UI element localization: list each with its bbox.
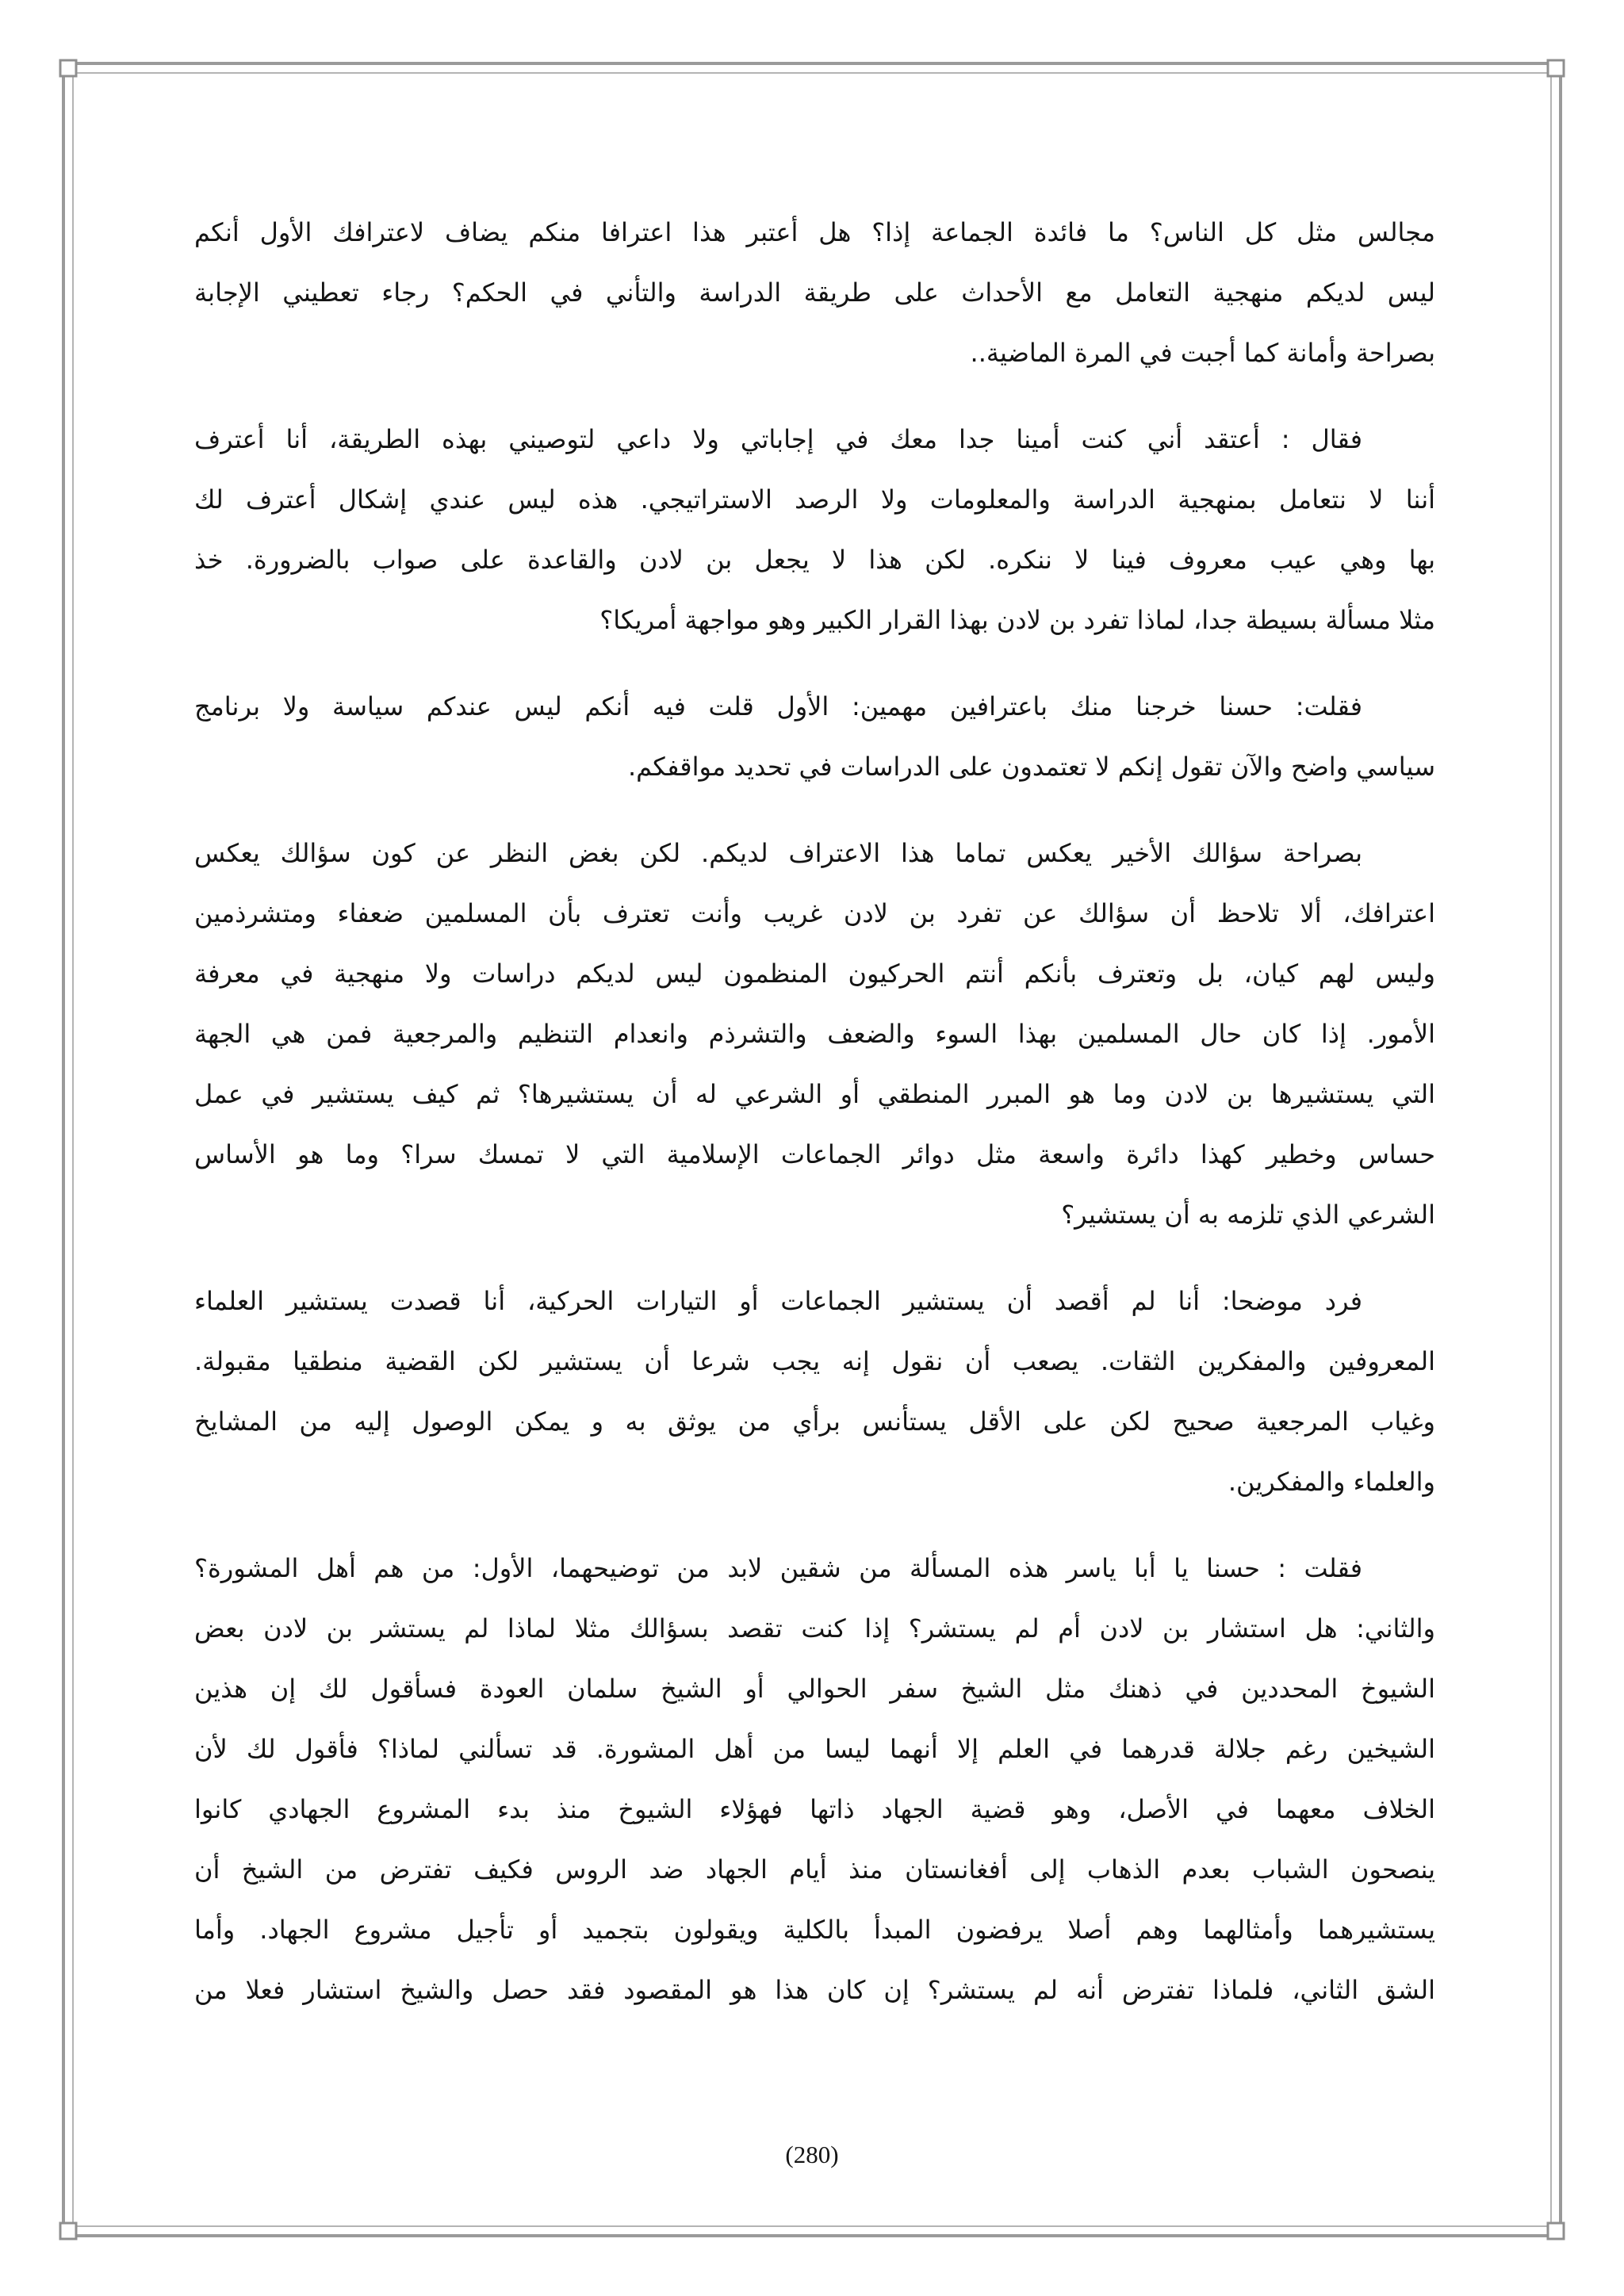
text-line: مجالس مثل كل الناس؟ ما فائدة الجماعة إذا؟ هل أعتبر هذا اعترافا منكم يضاف لاعترافك الأول أنكم (194, 217, 1435, 247)
text-line: وليس لهم كيان، بل وتعترف بأنكم أنتم الحركيون المنظمون ليس لديكم دراسات ولا منهجية في معرفة (194, 959, 1435, 989)
paragraph (194, 202, 1435, 383)
paragraph (194, 676, 1435, 797)
text-line: فقلت: حسنا خرجنا منك باعترافين مهمين: الأول قلت فيه أنكم ليس عندكم سياسة ولا برنامج (194, 691, 1362, 721)
text-line: والعلماء والمفكرين. (1228, 1467, 1435, 1497)
text-line: بصراحة سؤالك الأخير يعكس تماما هذا الاعتراف لديكم. لكن بغض النظر عن كون سؤالك يعكس (194, 838, 1362, 868)
text-line: التي يستشيرها بن لادن وما هو المبرر المنطقي أو الشرعي له أن يستشيرها؟ ثم كيف يستشير في عمل (194, 1079, 1435, 1109)
border-corner-ornament-top-right (1548, 60, 1564, 76)
border-corner-ornament-bottom-right (1548, 2223, 1564, 2239)
paragraph (194, 823, 1435, 1245)
text-line: الأمور. إذا كان حال المسلمين بهذا السوء والضعف والتشرذم وانعدام التنظيم والمرجعية فمن هي الجهة (194, 1019, 1435, 1049)
page-body-text (194, 202, 1435, 2046)
text-line: فقال : أعتقد أني كنت أمينا جدا معك في إجاباتي ولا داعي لتوصيني بهذه الطريقة، أنا أعترف (194, 424, 1362, 454)
text-line: أننا لا نتعامل بمنهجية الدراسة والمعلومات ولا الرصد الاستراتيجي. هذه ليس عندي إشكال أعترف لك (194, 484, 1435, 515)
text-line: المعروفين والمفكرين الثقات. يصعب أن نقول إنه يجب شرعا أن يستشير لكن القضية منطقيا مقبولة. (194, 1346, 1435, 1376)
text-line: ليس لديكم منهجية التعامل مع الأحداث على طريقة الدراسة والتأني في الحكم؟ رجاء تعطيني الإجابة (194, 277, 1435, 308)
text-line: اعترافك، ألا تلاحظ أن سؤالك عن تفرد بن لادن غريب وأنت تعترف بأن المسلمين ضعفاء ومتشرذمين (194, 898, 1435, 928)
text-line: الخلاف معهما في الأصل، وهو قضية الجهاد ذاتها فهؤلاء الشيوخ منذ بدء المشروع الجهادي كانوا (194, 1794, 1435, 1824)
text-line: مثلا مسألة بسيطة جدا، لماذا تفرد بن لادن بهذا القرار الكبير وهو مواجهة أمريكا؟ (599, 605, 1435, 635)
text-line: بها وهي عيب معروف فينا لا ننكره. لكن هذا لا يجعل بن لادن والقاعدة على صواب بالضرورة. خذ (194, 545, 1435, 575)
border-corner-ornament-bottom-left (60, 2223, 76, 2239)
paragraph (194, 1538, 1435, 2020)
text-line: سياسي واضح والآن تقول إنكم لا تعتمدون على الدراسات في تحديد مواقفكم. (627, 752, 1435, 782)
paragraph (194, 1271, 1435, 1512)
border-corner-ornament-top-left (60, 60, 76, 76)
text-line: الشرعي الذي تلزمه به أن يستشير؟ (1061, 1200, 1435, 1230)
paragraph (194, 409, 1435, 650)
text-line: الشق الثاني، فلماذا تفترض أنه لم يستشر؟ إن كان هذا هو المقصود فقد حصل والشيخ استشار فعلا من (194, 1975, 1435, 2005)
text-line: فقلت : حسنا يا أبا ياسر هذه المسألة من شقين لابد من توضيحهما، الأول: من هم أهل المشورة؟ (194, 1553, 1362, 1583)
text-line: الشيوخ المحددين في ذهنك مثل الشيخ سفر الحوالي أو الشيخ سلمان العودة فسأقول لك إن هذين (194, 1674, 1435, 1704)
text-line: يستشيرهما وأمثالهما وهم أصلا يرفضون المبدأ بالكلية ويقولون بتجميد أو تأجيل مشروع الجهاد. وأما (194, 1915, 1435, 1945)
page-number: (280) (785, 2141, 839, 2168)
text-line: فرد موضحا: أنا لم أقصد أن يستشير الجماعات أو التيارات الحركية، أنا قصدت يستشير العلماء (194, 1286, 1362, 1316)
text-line: بصراحة وأمانة كما أجبت في المرة الماضية.. (970, 338, 1435, 368)
text-line: ينصحون الشباب بعدم الذهاب إلى أفغانستان منذ أيام الجهاد ضد الروس فكيف تفترض من الشيخ أن (194, 1854, 1435, 1885)
text-line: حساس وخطير كهذا دائرة واسعة مثل دوائر الجماعات الإسلامية التي لا تمسك سرا؟ وما هو الأساس (194, 1139, 1435, 1169)
text-line: الشيخين رغم جلالة قدرهما في العلم إلا أنهما ليسا من أهل المشورة. قد تسألني لماذا؟ فأقول لك لأن (194, 1734, 1435, 1764)
text-line: وغياب المرجعية صحيح لكن على الأقل يستأنس برأي من يوثق به و يمكن الوصول إليه من المشايخ (194, 1406, 1435, 1437)
text-line: والثاني: هل استشار بن لادن أم لم يستشر؟ إذا كنت تقصد بسؤالك مثلا لماذا لم يستشر بن لادن بعض (194, 1613, 1435, 1644)
